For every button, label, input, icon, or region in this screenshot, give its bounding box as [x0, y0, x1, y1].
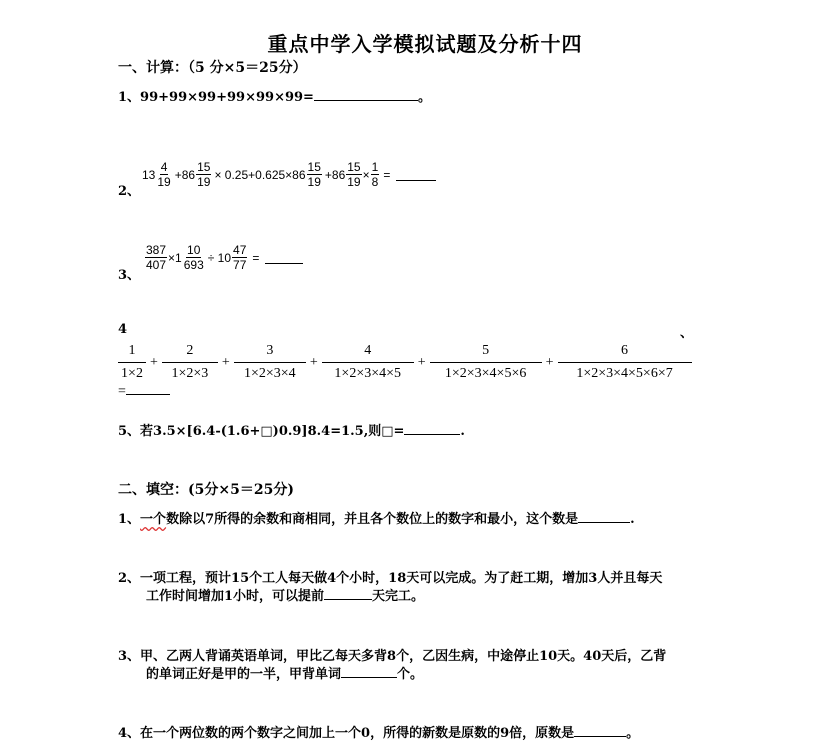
fill-2-line1: [118, 567, 662, 586]
q4-term-6-num: 6: [558, 340, 692, 363]
fill-blank-1[interactable]: [578, 510, 630, 523]
fill-4: [118, 722, 639, 741]
fill-4-label: 4、: [118, 726, 141, 741]
fill-1: [118, 508, 635, 527]
answer-blank-3[interactable]: [265, 251, 303, 264]
q4-term-3-den: 1×2×3×4: [243, 366, 296, 381]
q2-frac-c-den: 19: [307, 175, 321, 189]
fill-3-line2: [146, 663, 423, 682]
q3-eq: =: [252, 250, 260, 265]
q2-frac-c-num: 15: [307, 160, 321, 174]
question-4-answer: [118, 384, 170, 400]
q3-c-pre: ÷ 10: [207, 250, 232, 265]
fill-blank-2[interactable]: [324, 587, 372, 600]
q4-term-6-den: 1×2×3×4×5×6×7: [576, 366, 673, 381]
fill-2-text-1: 一项工程，预计15个工人每天做4个小时，18天可以完成。为了赶工期，增加3人并且每天: [140, 571, 663, 586]
q4-term-3-num: 3: [234, 340, 306, 363]
q4-term-2-num: 2: [162, 340, 218, 363]
q4-eq: =: [118, 384, 126, 399]
q2-frac-b-den: 19: [197, 175, 211, 189]
q2-frac-d-num: 15: [347, 160, 361, 174]
fill-2-text-2b: 天完工。: [372, 589, 425, 604]
q4-plus-3: +: [309, 354, 318, 370]
question-3-expression: [144, 243, 303, 272]
question-1-label: 1、: [118, 90, 141, 105]
q2-frac-d-den: 19: [347, 175, 361, 189]
question-4-label: 4: [118, 322, 128, 337]
q2-frac-b: [196, 160, 211, 189]
question-5: [118, 420, 465, 439]
q4-term-2: [162, 340, 218, 385]
question-5-text: 若3.5×[6.4-(1.6+□)0.9]8.4=1.5,则□=: [140, 424, 405, 439]
q2-frac-b-num: 15: [197, 160, 211, 174]
question-2-label: 2、: [118, 184, 141, 199]
question-5-label: 5、: [118, 424, 141, 439]
q2-frac-c: [307, 160, 322, 189]
q3-frac-c-num: 47: [233, 243, 247, 257]
q4-term-1-den: 1×2: [121, 366, 143, 381]
question-5-end: .: [460, 424, 465, 439]
q4-term-5: [430, 340, 542, 385]
q2-frac-a: [156, 160, 171, 189]
q4-plus-1: +: [150, 354, 158, 370]
q4-term-4: [322, 340, 414, 385]
fill-2-label: 2、: [118, 571, 141, 586]
fill-1-end: .: [630, 512, 635, 527]
q4-plus-5: +: [545, 354, 554, 370]
q3-frac-c: [232, 243, 247, 272]
q3-frac-a: [145, 243, 167, 272]
q4-term-1-num: 1: [118, 340, 146, 363]
fill-3-text-1: 甲、乙两人背诵英语单词，甲比乙每天多背8个，乙因生病，中途停止10天。40天后，乙背: [140, 649, 667, 664]
q4-term-4-num: 4: [322, 340, 414, 363]
q4-term-5-num: 5: [430, 340, 542, 363]
q2-frac-d: [346, 160, 361, 189]
section1-heading: 一、计算：（5 分×5＝25分）: [118, 60, 307, 76]
fill-1-label: 1、: [118, 512, 141, 527]
fill-1-text-a: 一个: [140, 512, 167, 527]
q2-eq: =: [383, 167, 391, 182]
fill-3-line1: [118, 645, 666, 664]
fill-3-label: 3、: [118, 649, 141, 664]
q2-frac-a-den: 19: [157, 175, 171, 189]
q3-frac-c-den: 77: [233, 258, 247, 272]
q4-term-3: [234, 340, 306, 385]
fill-4-text: 在一个两位数的两个数字之间加上一个0，所得的新数是原数的9倍，原数是: [140, 726, 575, 741]
question-3-label: 3、: [118, 268, 141, 283]
question-1-text: 99+99×99+99×99×99=: [140, 90, 314, 105]
q2-frac-a-num: 4: [160, 160, 168, 174]
q4-plus-2: +: [221, 354, 230, 370]
question-4-expression: [118, 340, 692, 385]
q2-frac-e-den: 8: [371, 175, 379, 189]
q3-frac-b-num: 10: [187, 243, 201, 257]
question-4-tail: 、: [680, 326, 694, 341]
question-1: [118, 86, 431, 105]
q3-b-pre: ×1: [168, 250, 182, 265]
q4-term-5-den: 1×2×3×4×5×6: [444, 366, 527, 381]
q4-term-6: [558, 340, 692, 385]
q4-term-4-den: 1×2×3×4×5: [334, 366, 402, 381]
q2-whole: 13: [142, 167, 156, 182]
answer-blank-2[interactable]: [396, 168, 436, 181]
fill-1-text-b: 数除以7所得的余数和商相同，并且各个数位上的数字和最小，这个数是: [166, 512, 579, 527]
fill-2-text-2a: 工作时间增加1小时，可以提前: [146, 589, 325, 604]
fill-4-end: 。: [626, 726, 640, 741]
fill-2-line2: [146, 585, 424, 604]
q4-plus-4: +: [417, 354, 426, 370]
q4-term-1: [118, 340, 146, 385]
answer-blank-5[interactable]: [404, 422, 460, 435]
question-2-expression: [142, 160, 436, 189]
answer-blank-1[interactable]: [314, 88, 418, 101]
q2-d-pre: +86: [324, 167, 346, 182]
question-1-end: 。: [417, 90, 431, 105]
fill-3-text-2a: 的单词正好是甲的一半，甲背单词: [146, 667, 342, 682]
fill-blank-4[interactable]: [574, 724, 626, 737]
q2-frac-e: [371, 160, 380, 189]
q3-frac-a-num: 387: [146, 243, 167, 257]
q2-frac-e-num: 1: [371, 160, 379, 174]
q3-frac-b-den: 693: [183, 258, 204, 272]
fill-3-text-2b: 个。: [397, 667, 424, 682]
q2-e-pre: ×: [362, 167, 370, 182]
q2-b-pre: +86: [174, 167, 196, 182]
q3-frac-b: [183, 243, 205, 272]
fill-blank-3[interactable]: [341, 665, 397, 678]
q2-mid: × 0.25+0.625×86: [214, 167, 306, 182]
page-title: 重点中学入学模拟试题及分析十四: [267, 32, 583, 56]
q3-frac-a-den: 407: [146, 258, 167, 272]
answer-blank-4[interactable]: [126, 384, 170, 395]
section2-heading: 二、填空：(5分×5＝25分): [118, 482, 294, 498]
q4-term-2-den: 1×2×3: [171, 366, 209, 381]
